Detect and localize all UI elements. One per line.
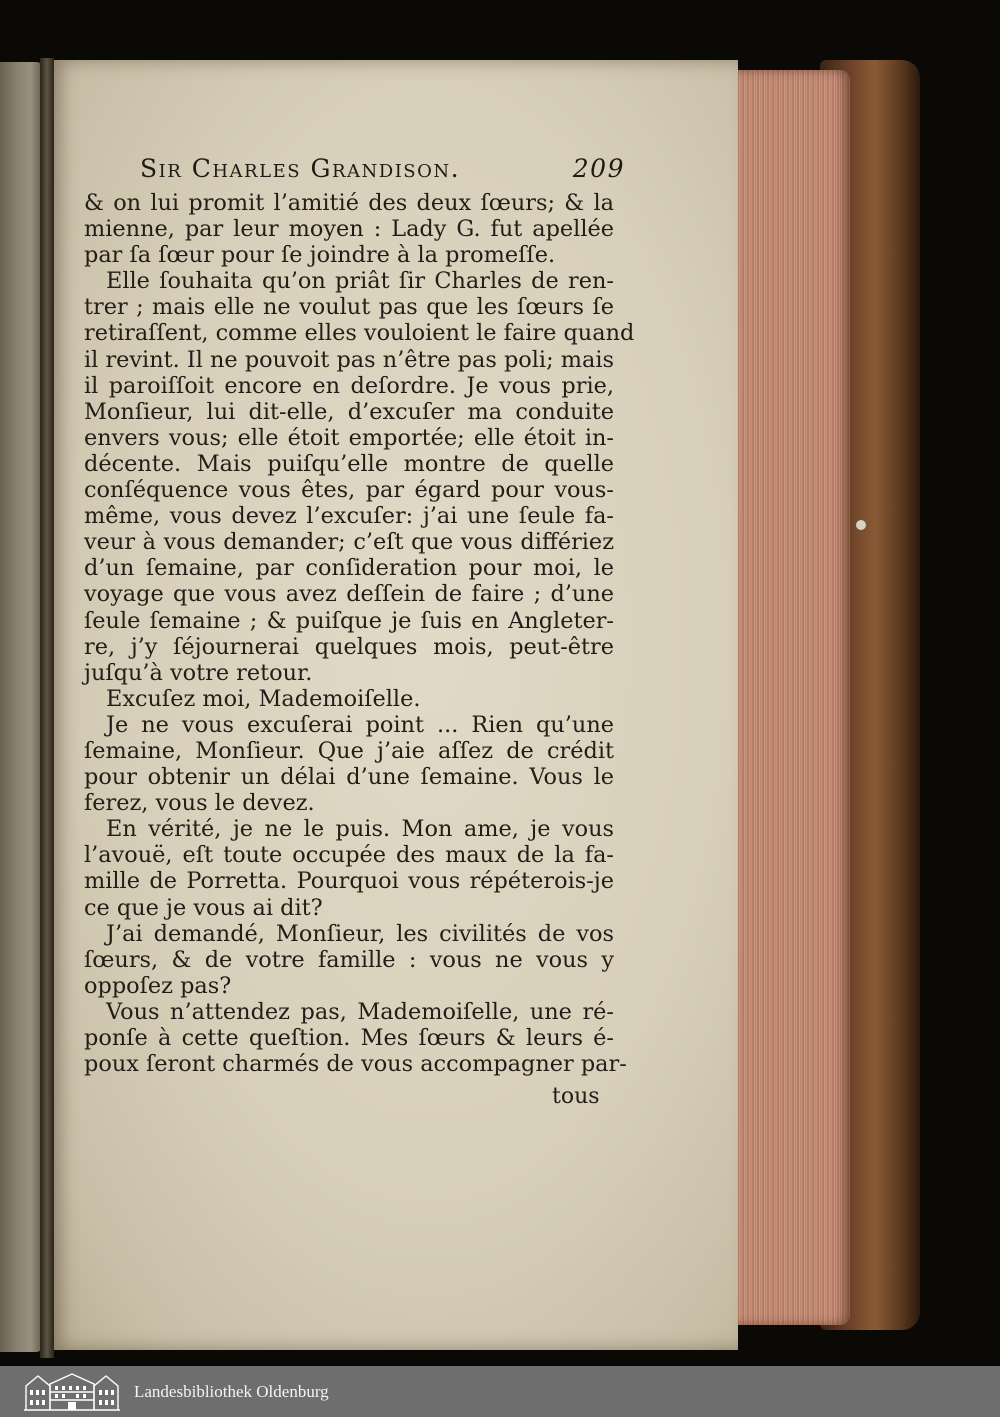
text-line: pour obtenir un délai d’une ſemaine. Vous le [84,764,614,791]
library-building-icon [22,1370,122,1412]
text-line: trer ; mais elle ne voulut pas que les ſœurs ſe [84,294,614,321]
text-line: ferez, vous le devez. [84,790,315,817]
footer-bar [0,1366,1000,1417]
text-line: envers vous; elle étoit emportée; elle étoit in- [84,424,614,451]
text-line: oppoſez pas? [84,972,232,999]
text-line: mienne, par leur moyen : Lady G. fut apellée [84,216,614,243]
text-line: il revint. Il ne pouvoit pas n’être pas poli; mais [84,346,614,373]
text-line: ſœurs, & de votre famille : vous ne vous y [84,946,614,973]
running-title: Sir Charles Grandison. [140,154,461,183]
text-line: décente. Mais puiſqu’elle montre de quelle [84,450,614,477]
book-gutter [40,58,54,1358]
text-line: retiraſſent, comme elles vouloient le faire quand [84,320,635,347]
text-line: Vous n’attendez pas, Mademoiſelle, une ré- [106,998,614,1025]
text-line: Je ne vous excuſerai point ... Rien qu’une [106,711,614,738]
text-line: Elle ſouhaita qu’on priât ſir Charles de ren- [106,268,614,295]
page-fore-edge [730,70,850,1325]
text-line: juſqu’à votre retour. [84,659,313,686]
page-header [120,150,625,190]
verso-page-edge [0,62,44,1352]
text-line: Excuſez moi, Mademoiſelle. [106,685,421,712]
text-line: veur à vous demander; c’eſt que vous différiez [84,529,614,556]
body-text [84,190,635,1078]
text-line: d’un ſemaine, par conſideration pour moi, le [84,555,614,582]
text-line: il paroiſſoit encore en deſordre. Je vous prie, [84,372,614,399]
text-line: ſeule ſemaine ; & puiſque je ſuis en Angleter- [84,607,614,634]
library-name[interactable]: Landesbibliothek Oldenburg [134,1382,329,1401]
text-line: ſemaine, Monſieur. Que j’aie aſſez de crédit [84,737,614,764]
text-line: En vérité, je ne le puis. Mon ame, je vous [106,816,614,843]
catchword: tous [552,1084,600,1109]
text-line: voyage que vous avez deſſein de faire ; d’une [84,581,614,608]
text-line: mille de Porretta. Pourquoi vous répéterois-je [84,868,614,895]
page-number: 209 [572,154,625,183]
text-line: conſéquence vous êtes, par égard pour vous- [84,477,614,504]
text-line: poux ſeront charmés de vous accompagner par- [84,1051,627,1078]
cover-pinhole [856,520,866,530]
text-line: l’avouë, eſt toute occupée des maux de la fa- [84,842,614,869]
text-line: Monſieur, lui dit-elle, d’excuſer ma conduite [84,398,614,425]
text-line: par ſa ſœur pour ſe joindre à la promeſſe. [84,242,556,269]
text-line: re, j’y ſéjournerai quelques mois, peut-être [84,633,614,660]
text-line: J’ai demandé, Monſieur, les civilités de vos [106,920,614,947]
text-line: ponſe à cette queſtion. Mes ſœurs & leurs é- [84,1025,614,1051]
text-line: & on lui promit l’amitié des deux ſœurs; & la [84,190,614,216]
text-line: même, vous devez l’excuſer: j’ai une ſeule fa- [84,503,614,530]
text-line: ce que je vous ai dit? [84,894,323,921]
